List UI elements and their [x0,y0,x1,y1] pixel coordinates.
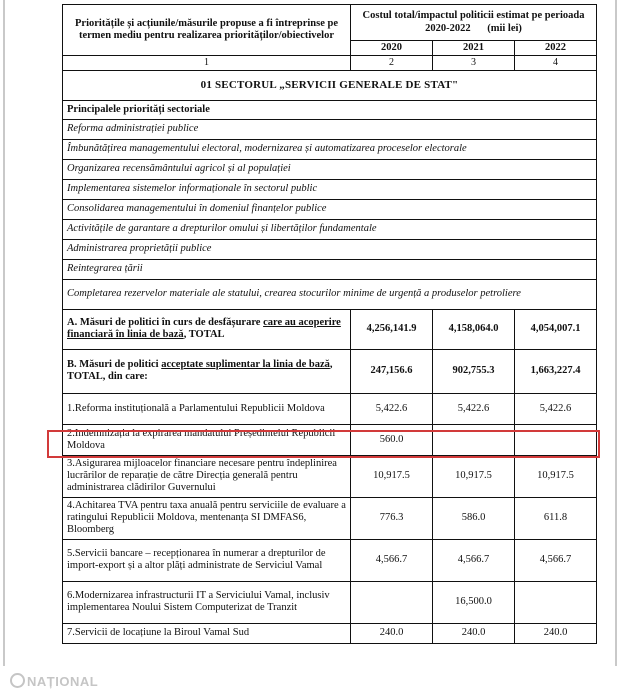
total-b-label-end: , TOTAL, din care: [67,359,333,383]
measure-row [63,581,597,623]
total-a-2020: 4,256,141.9 [351,309,433,349]
col-number-3: 3 [433,56,515,71]
priority-item: Activitățile de garantare a drepturilor omului și libertăților fundamentale [63,219,597,239]
measure-row [63,539,597,581]
national-watermark-logo [10,673,98,689]
measure-value-2021: 5,422.6 [433,393,515,424]
year-2021: 2021 [433,41,515,56]
measure-value-2020: 5,422.6 [351,393,433,424]
header-row [63,5,597,41]
total-b-2022: 1,663,227.4 [515,349,597,393]
measure-value-2021: 240.0 [433,623,515,643]
header-cost [351,5,597,41]
priority-row [63,199,597,219]
measure-value-2022: 240.0 [515,623,597,643]
priorities-heading-row [63,100,597,119]
priority-item: Îmbunătățirea managementului electoral, modernizarea și automatizarea proceselor electorale [63,139,597,159]
header-cost-title: Costul total/impactul politicii estimat pe perioada 2020-2022 [362,10,585,34]
measure-value-2020: 240.0 [351,623,433,643]
measure-label: 1.Reforma instituțională a Parlamentului Republicii Moldova [63,393,351,424]
measure-value-2020: 560.0 [351,424,433,455]
priority-item: Completarea rezervelor materiale ale statului, crearea stocurilor minime de urgență a produselor petroliere [63,279,597,309]
total-b-label [63,349,351,393]
total-b-2020: 247,156.6 [351,349,433,393]
total-a-2021: 4,158,064.0 [433,309,515,349]
total-a-label-underlined: care au acoperire financiară în linia de bază [67,317,341,341]
priorities-heading: Principalele priorități sectoriale [63,100,597,119]
measure-value-2021: 586.0 [433,497,515,539]
measure-value-2020: 10,917.5 [351,455,433,497]
year-2020: 2020 [351,41,433,56]
priority-item: Consolidarea managementului în domeniul finanțelor publice [63,199,597,219]
measure-label: 5.Servicii bancare – recepționarea în numerar a drepturilor de import-export și a altor plăți administrate de Serviciul Vamal [63,539,351,581]
measure-label: 4.Achitarea TVA pentru taxa anuală pentru serviciile de evaluare a ratingului Republicii Moldova, mentenanța SI DMFAS6, Bloomberg [63,497,351,539]
measure-label: 7.Servicii de locațiune la Biroul Vamal Sud [63,623,351,643]
priority-item: Reforma administrației publice [63,119,597,139]
measure-value-2021: 16,500.0 [433,581,515,623]
measure-row [63,623,597,643]
measure-value-2020: 4,566.7 [351,539,433,581]
scan-border-right [615,0,617,694]
measure-label: 2.Indemnizația la expirarea mandatului Președintelui Republicii Moldova [63,424,351,455]
header-cost-unit: (mii lei) [487,22,522,34]
total-a-label [63,309,351,349]
total-a-label-start: A. Măsuri de politici în curs de desfășurare [67,317,264,328]
measure-row [63,497,597,539]
col-number-4: 4 [515,56,597,71]
priority-item: Implementarea sistemelor informaționale în sectorul public [63,179,597,199]
total-a-2022: 4,054,007.1 [515,309,597,349]
priority-row [63,139,597,159]
sector-title: 01 SECTORUL „SERVICII GENERALE DE STAT" [63,70,597,100]
priority-item: Organizarea recensământului agricol și al populației [63,159,597,179]
red-highlight-box [47,430,600,458]
priority-row [63,259,597,279]
total-b-label-underlined: acceptate suplimentar la linia de bază [161,359,330,370]
logo-circle-icon [10,673,25,688]
scan-border-left [3,0,5,694]
measure-value-2022: 4,566.7 [515,539,597,581]
budget-table [62,4,597,644]
col-number-1: 1 [63,56,351,71]
priority-row [63,159,597,179]
header-priorities: Prioritățile și acțiunile/măsurile propuse a fi întreprinse pe termen mediu pentru realizarea priorităților/obiectivelor [63,5,351,56]
total-b-row [63,349,597,393]
measure-value-2022: 5,422.6 [515,393,597,424]
measure-value-2020: 776.3 [351,497,433,539]
priority-row [63,179,597,199]
measure-value-2021: 10,917.5 [433,455,515,497]
total-a-label-end: , TOTAL [183,329,225,341]
priority-row [63,119,597,139]
total-b-label-start: B. Măsuri de politici [67,359,162,370]
measure-label: 3.Asigurarea mijloacelor financiare necesare pentru îndeplinirea lucrărilor de reparație de către Direcția generală pentru administrarea clădirilor Guvernului [63,455,351,497]
priority-row [63,239,597,259]
col-number-2: 2 [351,56,433,71]
watermark-text: NAȚIONAL [27,674,99,689]
priority-row [63,279,597,309]
measure-value-2022: 611.8 [515,497,597,539]
year-2022: 2022 [515,41,597,56]
measure-value-2021: 4,566.7 [433,539,515,581]
measure-value-2020 [351,581,433,623]
column-number-row [63,56,597,71]
measure-value-2022: 10,917.5 [515,455,597,497]
measure-value-2022 [515,581,597,623]
total-b-2021: 902,755.3 [433,349,515,393]
measure-label: 6.Modernizarea infrastructurii IT a Serviciului Vamal, inclusiv implementarea Noului Sistem Computerizat de Tranzit [63,581,351,623]
measure-row [63,455,597,497]
measure-row [63,393,597,424]
priority-item: Administrarea proprietății publice [63,239,597,259]
total-a-row [63,309,597,349]
priority-row [63,219,597,239]
priority-item: Reintegrarea țării [63,259,597,279]
sector-row [63,70,597,100]
